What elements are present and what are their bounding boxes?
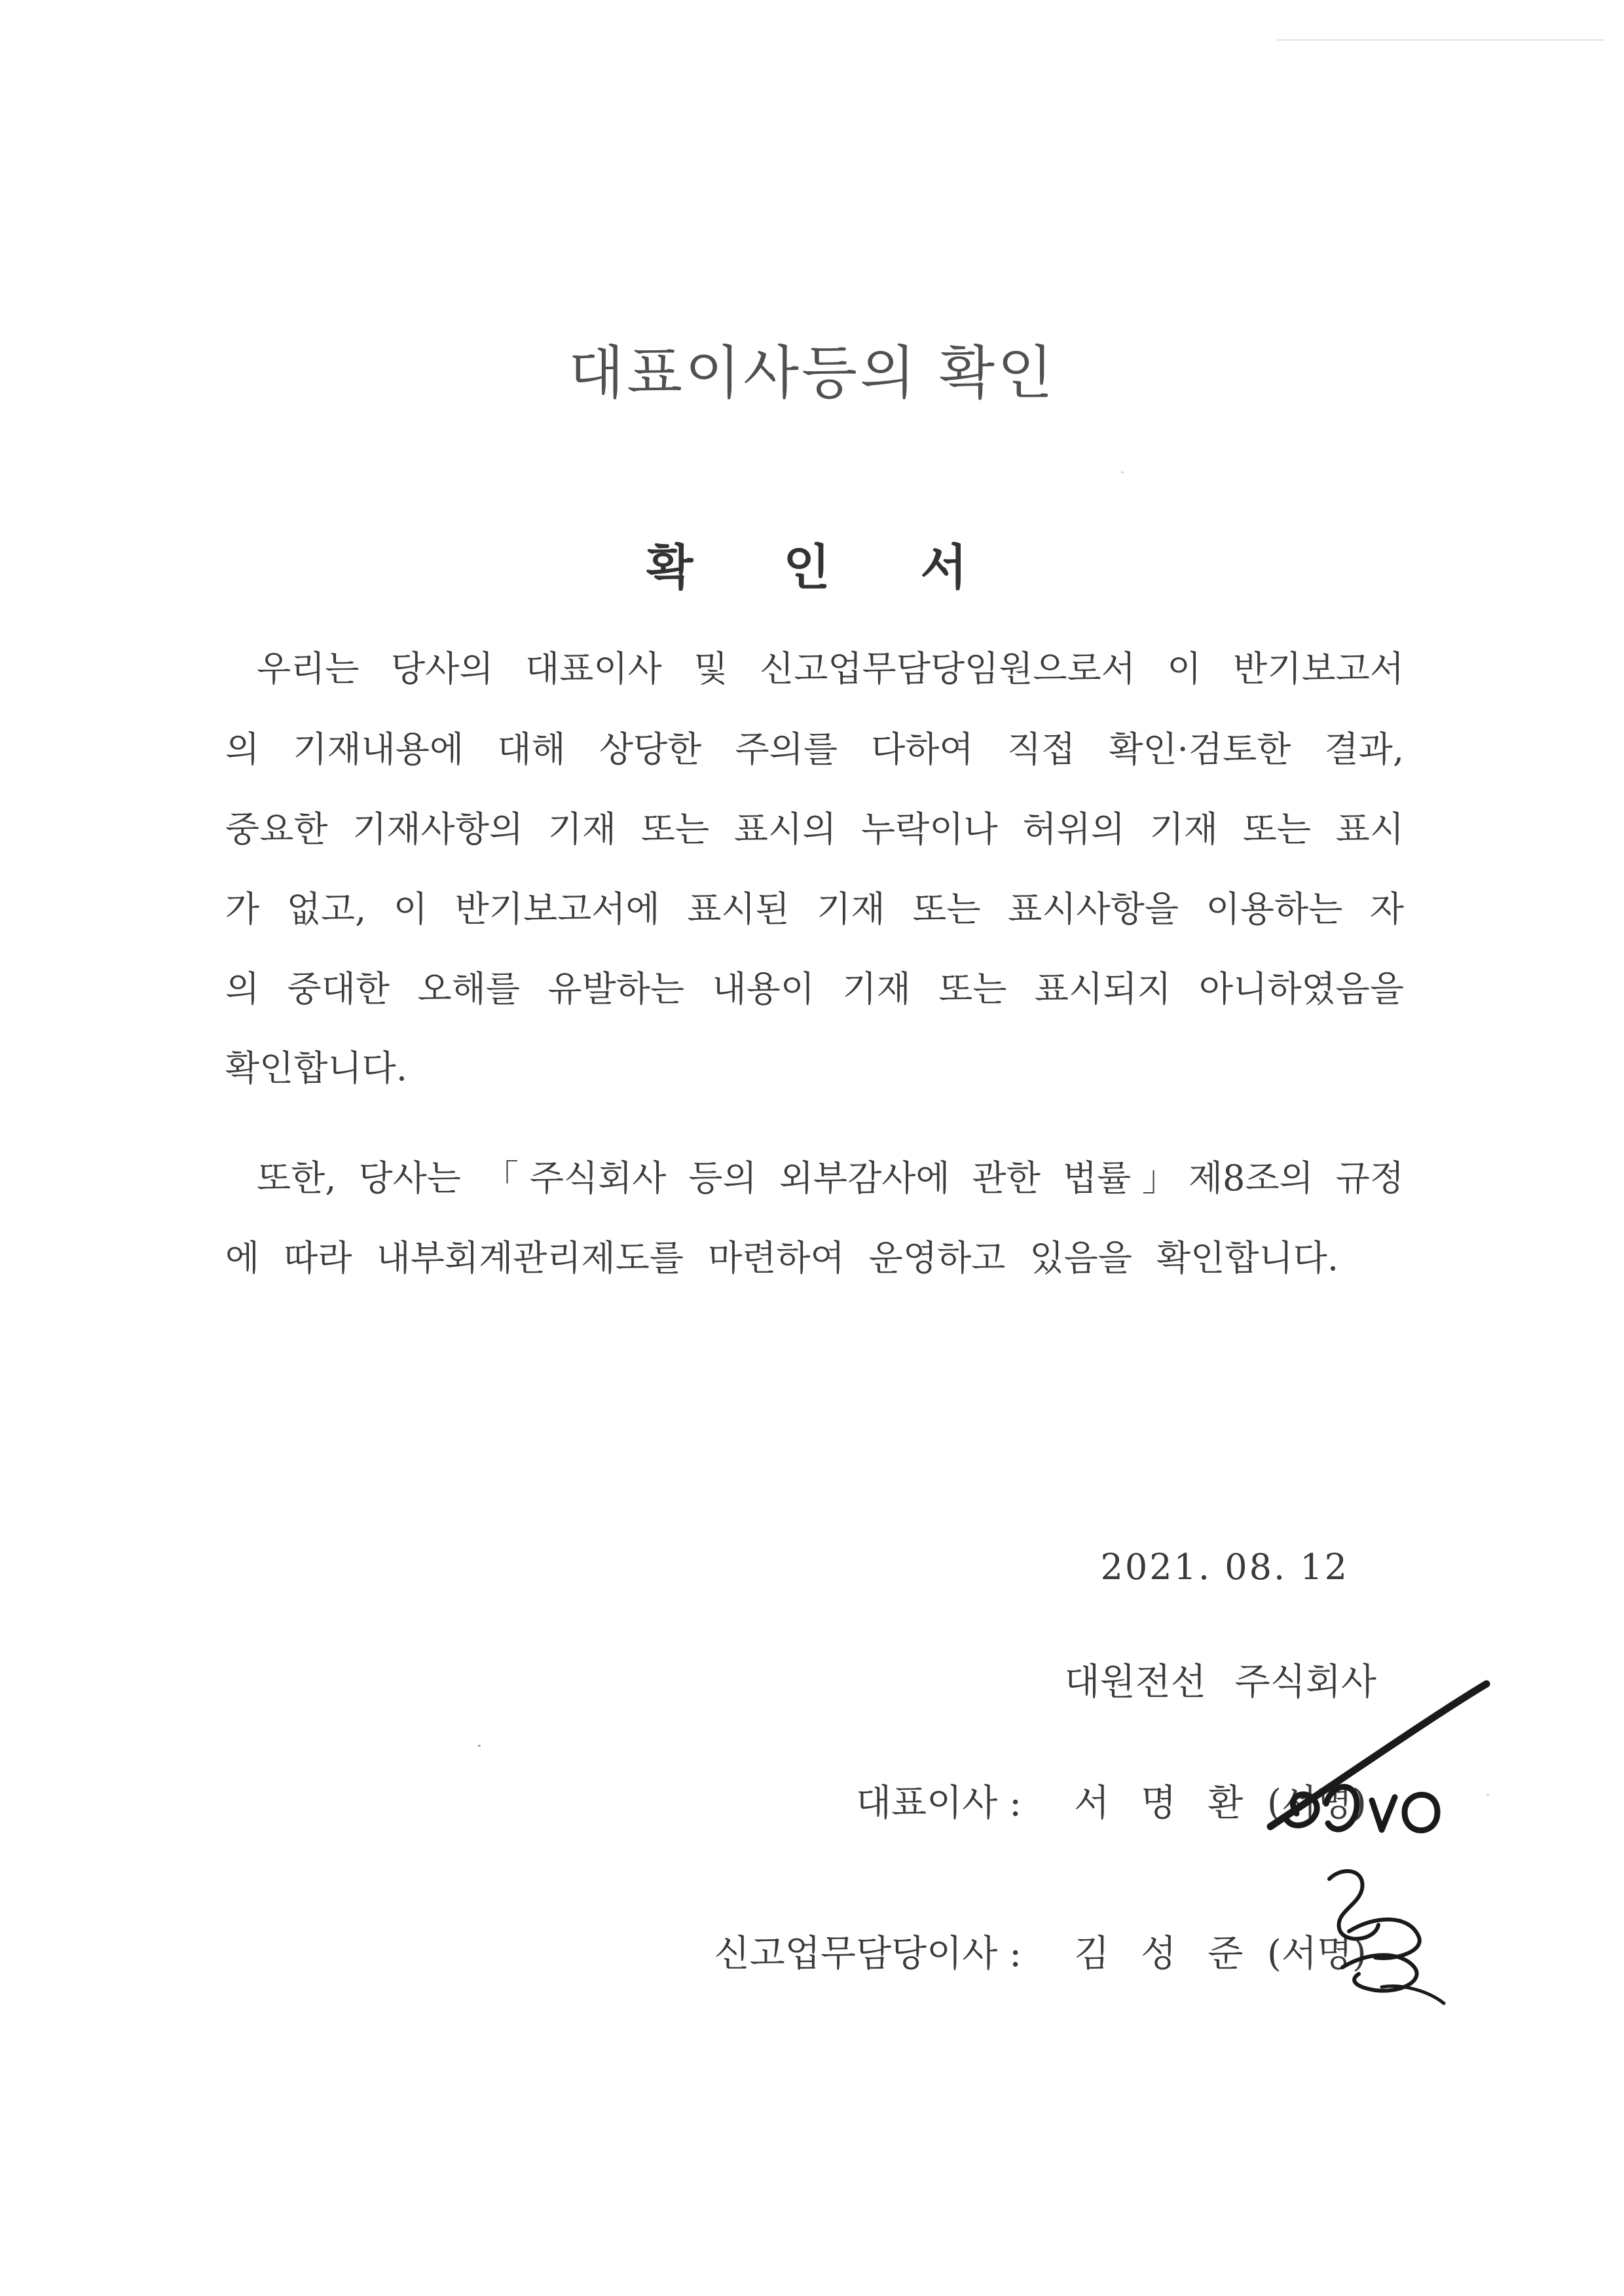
scan-speck — [478, 1745, 481, 1747]
scan-speck — [1486, 1794, 1489, 1796]
paragraph1-line: 의 중대한 오해를 유발하는 내용이 기재 또는 표시되지 아니하였음을 — [225, 968, 1404, 1010]
document-date: 2021. 08. 12 — [1100, 1546, 1349, 1588]
signature-placeholder: (서명) — [1267, 1782, 1367, 1825]
document-title: 확 인 서 — [646, 539, 1004, 596]
signatory-row-ceo — [0, 1774, 1624, 1827]
paragraph2-line: 또한, 당사는 「주식회사 등의 외부감사에 관한 법률」제8조의 규정 — [257, 1157, 1404, 1199]
scan-artifact-line — [1277, 39, 1604, 41]
paragraph1-line: 가 없고, 이 반기보고서에 표시된 기재 또는 표시사항을 이용하는 자 — [225, 888, 1404, 930]
document-heading: 대표이사등의 확인 — [568, 339, 1056, 407]
signatory-row-officer — [0, 1925, 1624, 1977]
scan-speck — [1121, 471, 1124, 473]
paragraph1-line: 확인합니다. — [225, 1048, 407, 1089]
paragraph2-line: 에 따라 내부회계관리제도를 마련하여 운영하고 있음을 확인합니다. — [225, 1237, 1338, 1279]
signatory-role: 대표이사 : — [855, 1782, 1022, 1825]
signatory-name: 서명환 — [1074, 1782, 1275, 1825]
paragraph1-line: 중요한 기재사항의 기재 또는 표시의 누락이나 허위의 기재 또는 표시 — [225, 809, 1404, 850]
signature-placeholder: (서명) — [1267, 1933, 1367, 1975]
paragraph1-line: 우리는 당사의 대표이사 및 신고업무담당임원으로서 이 반기보고서 — [257, 648, 1404, 689]
signatory-name: 김성준 — [1074, 1933, 1275, 1975]
paragraph1-line: 의 기재내용에 대해 상당한 주의를 다하여 직접 확인·검토한 결과, — [225, 729, 1404, 770]
signatory-role: 신고업무담당이사 : — [714, 1933, 1022, 1975]
company-name: 대원전선 주식회사 — [1064, 1661, 1376, 1704]
